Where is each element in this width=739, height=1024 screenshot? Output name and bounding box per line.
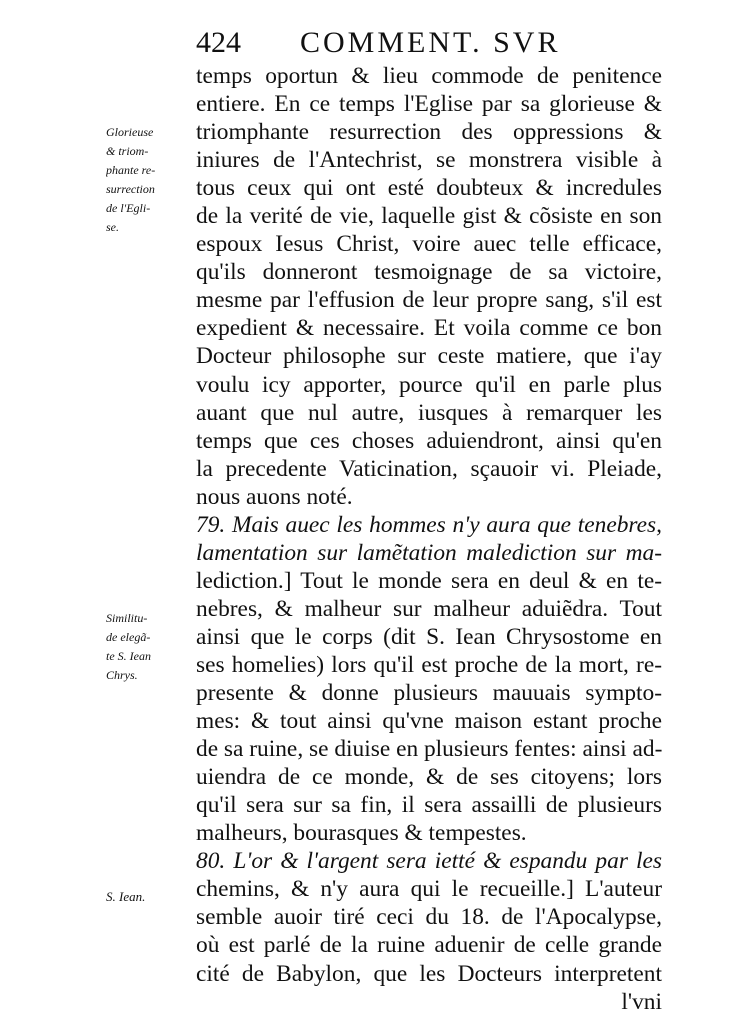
text-line: espoux Iesus Christ, voire auec telle efficace,	[196, 231, 662, 258]
text-line: ainsi que le corps (dit S. Iean Chrysostome en	[196, 623, 662, 650]
text-line: nous auons noté.	[196, 483, 353, 510]
margin-note-line: Chrys.	[106, 668, 138, 682]
margin-note-line: Similitu-	[106, 611, 148, 625]
text-line: mes: & tout ainsi qu'vne maison estant proche	[196, 708, 662, 735]
text-line: de sa ruine, se diuise en plusieurs fentes: ainsi ad-	[196, 736, 662, 763]
text-line: triomphante resurrection des oppressions &	[196, 119, 662, 146]
text-line: temps oportun & lieu commode de penitence	[196, 63, 662, 89]
margin-note-similitude	[106, 609, 190, 685]
margin-note-line: se.	[106, 220, 119, 234]
text-line: semble auoir tiré ceci du 18. de l'Apocalypse,	[196, 904, 662, 931]
text-line: chemins, & n'y aura qui le recueille.] L'auteur	[196, 876, 662, 903]
text-line: cité de Babylon, que les Docteurs interpretent	[196, 960, 662, 987]
text-line: la precedente Vaticination, sçauoir vi. Pleiade,	[196, 455, 662, 482]
running-head	[196, 26, 676, 60]
text-line: auant que nul autre, iusques à remarquer les	[196, 399, 662, 426]
text-line: tous ceux qui ont esté doubteux & incredules	[196, 175, 662, 202]
margin-note-line: de l'Egli-	[106, 201, 151, 215]
text-line: uiendra de ce monde, & de ses citoyens; lors	[196, 764, 662, 791]
text-line: iniures de l'Antechrist, se monstrera visible à	[196, 147, 662, 174]
margin-note-line: & triom-	[106, 144, 149, 158]
margin-note-saint-jean	[106, 887, 190, 906]
running-title: COMMENT. SVR	[300, 26, 561, 59]
text-line: nebres, & malheur sur malheur aduiẽdra. Tout	[196, 595, 662, 622]
text-line: de la verité de vie, laquelle gist & cõsiste en son	[196, 203, 662, 230]
text-line: qu'il sera sur sa fin, il sera assailli de plusieurs	[196, 792, 662, 819]
text-line: où est parlé de la ruine aduenir de celle grande	[196, 932, 662, 959]
margin-note-line: surrection	[106, 182, 155, 196]
text-line-lemma: 80. L'or & l'argent sera ietté & espandu par les	[196, 848, 662, 875]
text-line: qu'ils donneront tesmoignage de sa victoire,	[196, 259, 662, 286]
text-line: ses homelies) lors qu'il est proche de la mort, re-	[196, 651, 662, 678]
text-line: expedient & necessaire. Et voila comme ce bon	[196, 315, 662, 342]
catchword: l'vni	[621, 988, 662, 1015]
page-number: 424	[196, 26, 241, 59]
margin-note-line: Glorieuse	[106, 125, 154, 139]
text-line: lediction.] Tout le monde sera en deul & en te-	[196, 567, 662, 594]
text-line: Docteur philosophe sur ceste matiere, que i'ay	[196, 343, 662, 370]
text-line: mesme par l'effusion de leur propre sang, s'il est	[196, 287, 662, 314]
text-line: temps que ces choses aduiendront, ainsi qu'en	[196, 427, 662, 454]
text-line: voulu icy apporter, pource qu'il en parle plus	[196, 371, 662, 398]
body-text	[196, 62, 662, 1016]
text-line: presente & donne plusieurs mauuais sympto-	[196, 680, 662, 707]
margin-note-resurrection	[106, 123, 190, 237]
margin-note-line: S. Iean.	[106, 889, 146, 904]
text-line-lemma: lamentation sur lamẽtation malediction sur ma-	[196, 539, 662, 566]
text-line: malheurs, bourasques & tempestes.	[196, 820, 527, 847]
margin-note-line: te S. Iean	[106, 649, 151, 663]
text-line-lemma: 79. Mais auec les hommes n'y aura que tenebres,	[196, 511, 662, 538]
margin-note-line: de elegã-	[106, 630, 151, 644]
margin-note-line: phante re-	[106, 163, 156, 177]
text-line: entiere. En ce temps l'Eglise par sa glorieuse &	[196, 91, 662, 118]
